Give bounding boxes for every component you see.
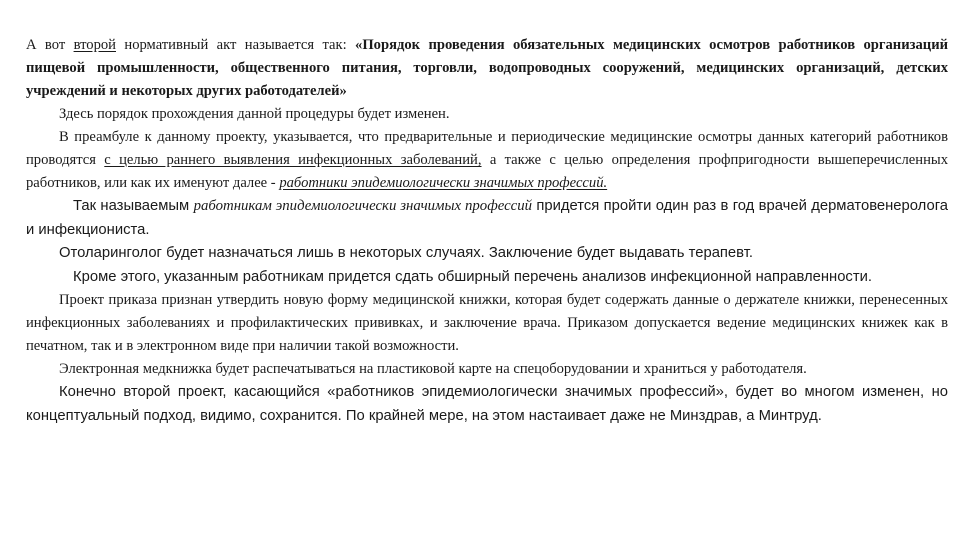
paragraph-4: [26, 195, 948, 242]
p4-b: придется пройти один раз в год врачей дерматовенеролога и инфекциониста.: [26, 198, 949, 238]
paragraph-8: Электронная медкнижка будет распечатываться на пластиковой карте на спецоборудовании и храниться у работодателя.: [59, 361, 807, 377]
paragraph-9: Конечно второй проект, касающийся «работников эпидемиологически значимых профессий», будет во многом изменен, но концептуальный подход, видимо, сохранится. По крайней мере, на этом настаивает даже не Минздрав, а Минтруд.: [26, 384, 948, 424]
paragraph-3: [26, 126, 948, 195]
paragraph-7: Проект приказа признан утвердить новую форму медицинской книжки, которая будет содержать данные о держателе книжки, перенесенных инфекционных заболеваниях и профилактических прививках, и заключение врача. Приказом допускается ведение медицинских книжек как в печатном, так и в электронном виде при наличии такой возможности.: [26, 292, 948, 354]
p4-italic: работникам эпидемиологически значимых профессий: [193, 198, 533, 214]
paragraph-6: Кроме этого, указанным работникам придется сдать обширный перечень анализов инфекционной направленности.: [73, 268, 872, 285]
second-underlined: второй: [73, 37, 116, 53]
p3-underline-1: с целью раннего выявления инфекционных заболеваний,: [104, 152, 482, 168]
paragraph-2: Здесь порядок прохождения данной процедуры будет изменен.: [59, 106, 450, 122]
p3-underline-2: работники эпидемиологически значимых профессий.: [279, 175, 608, 191]
paragraph-5: Отоларинголог будет назначаться лишь в некоторых случаях. Заключение будет выдавать терапевт.: [59, 245, 753, 261]
p3-b: а также с целью определения профпригодности вышеперечисленных работников, или как их именуют далее -: [26, 152, 949, 191]
p3-a: В преамбуле к данному проекту, указывается, что предварительные и периодические медицинские осмотры данных категорий работников проводятся: [26, 129, 948, 168]
document-body: [26, 34, 948, 428]
paragraph-1: [26, 34, 948, 103]
p1-pre: А вот: [26, 37, 74, 53]
p1-mid: нормативный акт называется так:: [116, 37, 356, 53]
act-title: «Порядок проведения обязательных медицинских осмотров работников организаций пищевой промышленности, общественного питания, торговли, водопроводных сооружений, медицинских организаций, детских учреждений и некоторых других работодателей»: [26, 37, 949, 99]
p4-a: Так называемым: [73, 198, 194, 214]
